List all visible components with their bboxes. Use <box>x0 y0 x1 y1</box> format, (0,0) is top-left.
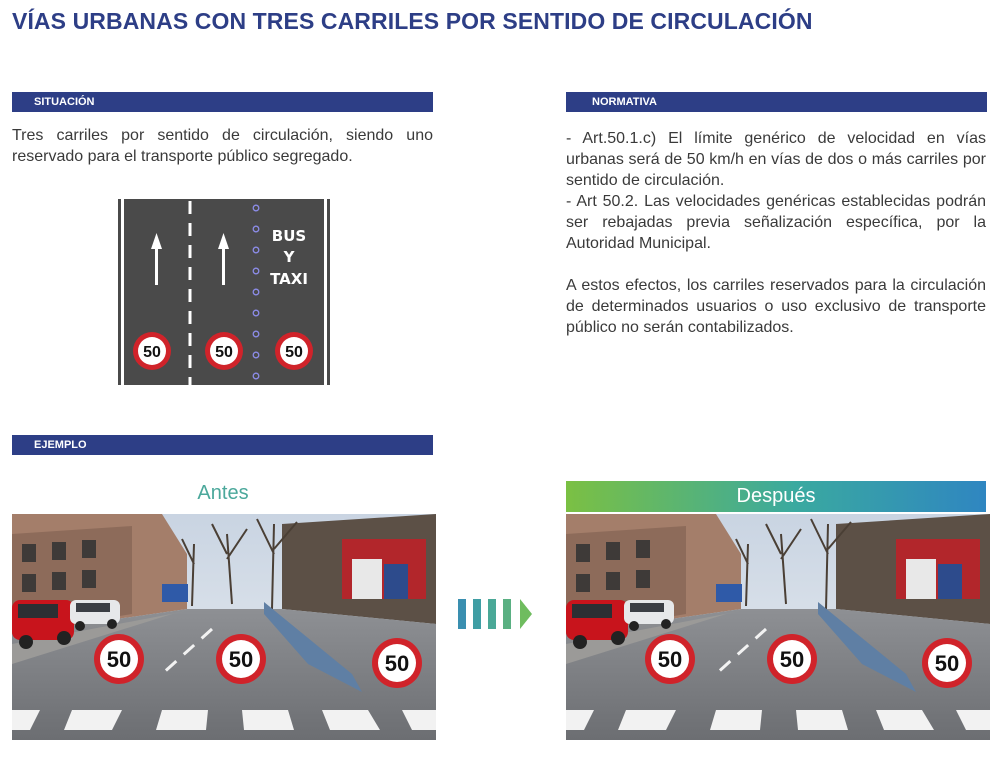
section-header-situacion: SITUACIÓN <box>12 92 433 112</box>
after-label: Después <box>566 481 986 512</box>
before-photo <box>12 514 436 740</box>
speed-limit-sign-icon <box>645 634 695 684</box>
speed-limit-sign-icon <box>216 634 266 684</box>
lane-diagram <box>118 199 330 385</box>
speed-limit-sign-icon <box>922 638 972 688</box>
transition-arrow-icon <box>458 597 542 631</box>
speed-limit-sign-icon <box>94 634 144 684</box>
section-header-normativa: NORMATIVA <box>566 92 987 112</box>
before-label: Antes <box>197 482 249 504</box>
speed-limit-value: 50 <box>285 344 303 361</box>
section-header-ejemplo: EJEMPLO <box>12 435 433 455</box>
speed-limit-value: 50 <box>228 647 254 672</box>
bus-lane-text-1: BUS <box>271 227 307 245</box>
normativa-paragraph-1: - Art.50.1.c) El límite genérico de velocidad en vías urbanas será de 50 km/h en vías de dos o más carriles por sentido de circulación. <box>566 130 986 189</box>
situacion-paragraph: Tres carriles por sentido de circulación, siendo uno reservado para el transporte público segregado. <box>12 127 433 165</box>
after-photo <box>566 514 990 740</box>
speed-limit-sign-icon <box>767 634 817 684</box>
road-edge-left <box>121 199 124 385</box>
speed-limit-value: 50 <box>657 647 683 672</box>
bus-lane-text-2: Y <box>283 248 295 266</box>
speed-limit-value: 50 <box>934 651 960 676</box>
speed-limit-value: 50 <box>384 651 410 676</box>
speed-limit-sign-icon <box>372 638 422 688</box>
normativa-paragraph-2: - Art 50.2. Las velocidades genéricas establecidas podrán ser rebajadas previa señalización específica, por la Autoridad Municipal. <box>566 193 986 252</box>
speed-limit-sign-icon <box>275 332 313 370</box>
speed-limit-value: 50 <box>779 647 805 672</box>
speed-limit-sign-icon <box>133 332 171 370</box>
speed-limit-value: 50 <box>143 344 161 361</box>
speed-limit-value: 50 <box>106 647 132 672</box>
situacion-text <box>12 125 433 167</box>
page-title: VÍAS URBANAS CON TRES CARRILES POR SENTIDO DE CIRCULACIÓN <box>12 8 813 34</box>
bus-lane-text-3: TAXI <box>270 270 308 288</box>
normativa-text <box>566 128 986 338</box>
speed-limit-value: 50 <box>215 344 233 361</box>
normativa-paragraph-3: A estos efectos, los carriles reservados para la circulación de determinados usuarios o uso exclusivo de transporte público no serán contabilizados. <box>566 277 986 336</box>
speed-limit-sign-icon <box>205 332 243 370</box>
road-edge-right <box>324 199 327 385</box>
